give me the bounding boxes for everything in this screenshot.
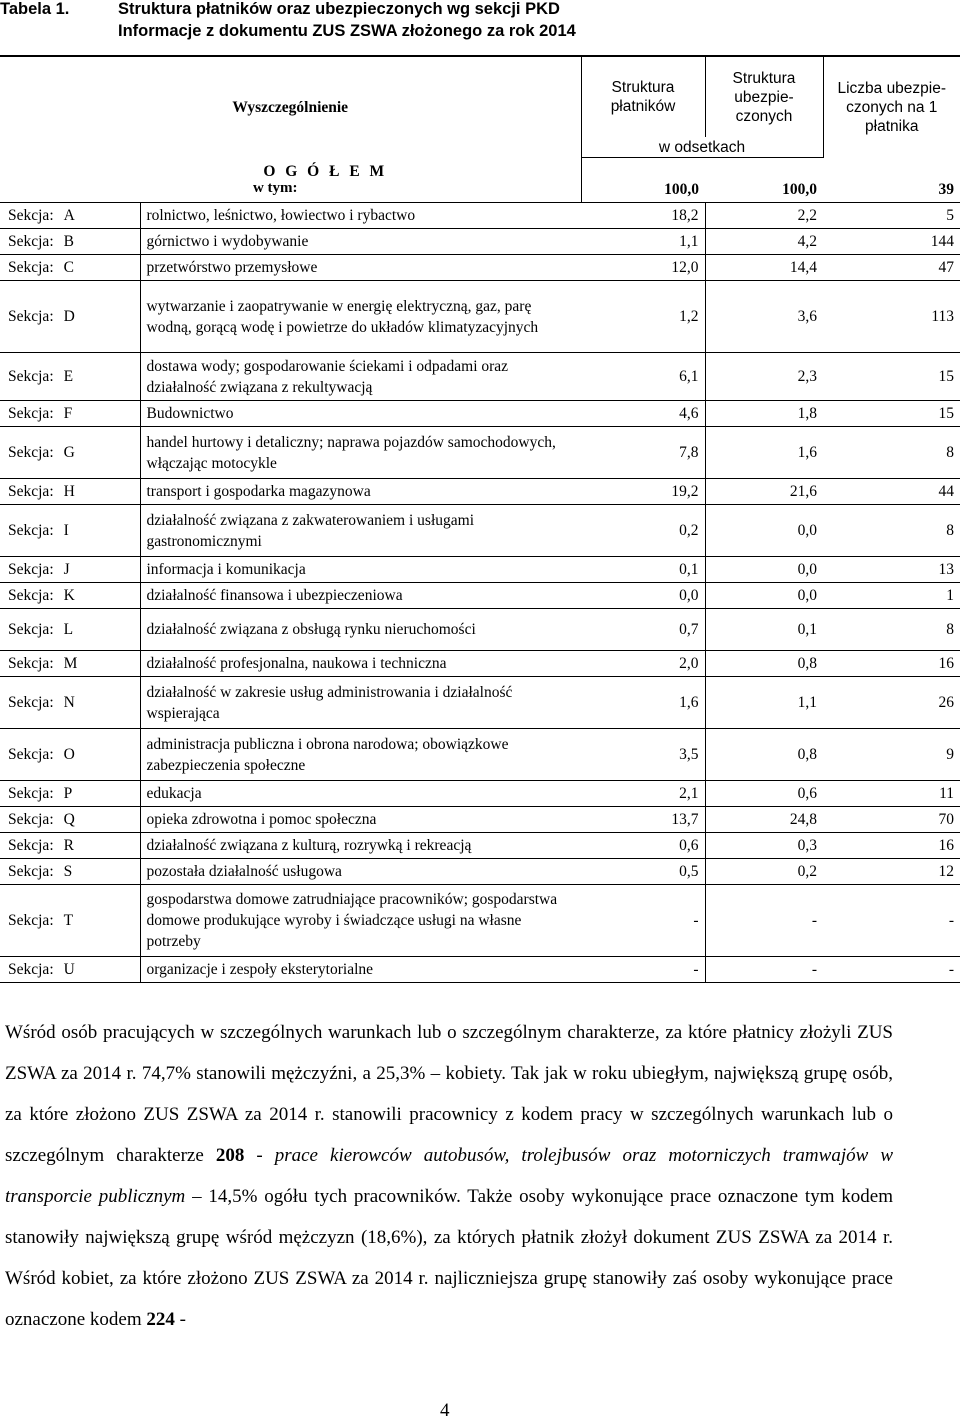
share-platnikow: 4,6 <box>581 401 705 427</box>
total-platnikow: 100,0 <box>581 158 705 203</box>
insured-per-payer: 8 <box>823 609 960 651</box>
page-number: 4 <box>440 1400 450 1421</box>
insured-per-payer: 44 <box>823 479 960 505</box>
section-description: transport i gospodarka magazynowa <box>140 479 581 505</box>
section-code-cell <box>0 833 140 859</box>
section-prefix: Sekcja: <box>8 308 54 325</box>
section-code-cell <box>0 885 140 957</box>
section-letter: B <box>63 233 74 250</box>
share-ubezpieczonych: 2,2 <box>705 203 823 229</box>
section-description: pozostała działalność usługowa <box>140 859 581 885</box>
insured-per-payer: 113 <box>823 281 960 353</box>
share-platnikow: 2,1 <box>581 781 705 807</box>
section-code-cell <box>0 957 140 983</box>
insured-per-payer: 8 <box>823 427 960 479</box>
section-code-cell <box>0 479 140 505</box>
table-row <box>0 807 960 833</box>
section-prefix: Sekcja: <box>8 655 54 672</box>
section-description: działalność finansowa i ubezpieczeniowa <box>140 583 581 609</box>
title-line-2: Informacje z dokumentu ZUS ZSWA złożonego za rok 2014 <box>118 22 576 40</box>
section-code-cell <box>0 427 140 479</box>
title-line-1 <box>0 0 560 19</box>
section-letter: K <box>63 587 75 604</box>
share-platnikow: 1,6 <box>581 677 705 729</box>
insured-per-payer: 13 <box>823 557 960 583</box>
share-ubezpieczonych: 2,3 <box>705 353 823 401</box>
table-row <box>0 651 960 677</box>
table-row <box>0 505 960 557</box>
section-code-cell <box>0 353 140 401</box>
section-letter: C <box>63 259 74 276</box>
section-prefix: Sekcja: <box>8 587 54 604</box>
insured-per-payer: 9 <box>823 729 960 781</box>
section-description: gospodarstwa domowe zatrudniające pracowników; gospodarstwa domowe produkujące wyroby i świadczące usługi na własne potrzeby <box>140 885 581 957</box>
share-ubezpieczonych: 0,2 <box>705 859 823 885</box>
share-ubezpieczonych: 1,6 <box>705 427 823 479</box>
table-row <box>0 401 960 427</box>
section-letter: S <box>63 863 73 880</box>
header-liczba-ubezpieczonych: Liczba ubezpie-czonych na 1 płatnika <box>823 56 960 158</box>
table-row <box>0 677 960 729</box>
insured-per-payer: 47 <box>823 255 960 281</box>
table-row <box>0 203 960 229</box>
section-prefix: Sekcja: <box>8 746 54 763</box>
header-unit: w odsetkach <box>581 137 823 158</box>
section-code-cell <box>0 401 140 427</box>
section-description: działalność w zakresie usług administrowania i działalność wspierająca <box>140 677 581 729</box>
insured-per-payer: 26 <box>823 677 960 729</box>
share-platnikow: 18,2 <box>581 203 705 229</box>
total-row <box>0 158 960 203</box>
section-description: wytwarzanie i zaopatrywanie w energię elektryczną, gaz, parę wodną, gorącą wodę i powietrze do układów klimatyzacyjnych <box>140 281 581 353</box>
para-code-208: 208 <box>215 1145 245 1166</box>
share-platnikow: - <box>581 885 705 957</box>
section-description: górnictwo i wydobywanie <box>140 229 581 255</box>
insured-per-payer: 16 <box>823 833 960 859</box>
section-prefix: Sekcja: <box>8 259 54 276</box>
section-prefix: Sekcja: <box>8 522 54 539</box>
section-code-cell <box>0 677 140 729</box>
section-description: organizacje i zespoły eksterytorialne <box>140 957 581 983</box>
section-letter: J <box>63 561 70 578</box>
share-platnikow: 0,5 <box>581 859 705 885</box>
table-row <box>0 885 960 957</box>
section-letter: Q <box>63 811 75 828</box>
share-platnikow: 7,8 <box>581 427 705 479</box>
insured-per-payer: 16 <box>823 651 960 677</box>
section-prefix: Sekcja: <box>8 561 54 578</box>
section-prefix: Sekcja: <box>8 207 54 224</box>
section-code-cell <box>0 229 140 255</box>
section-letter: E <box>63 368 74 385</box>
body-paragraph <box>5 1012 893 1340</box>
section-code-cell <box>0 557 140 583</box>
header-struktura-platnikow: Struktura płatników <box>581 56 705 137</box>
section-letter: G <box>63 444 75 461</box>
section-description: Budownictwo <box>140 401 581 427</box>
pkd-structure-table <box>0 55 960 983</box>
share-platnikow: 19,2 <box>581 479 705 505</box>
insured-per-payer: 15 <box>823 401 960 427</box>
share-platnikow: 1,2 <box>581 281 705 353</box>
insured-per-payer: 11 <box>823 781 960 807</box>
section-letter: D <box>63 308 75 325</box>
section-prefix: Sekcja: <box>8 811 54 828</box>
insured-per-payer: 70 <box>823 807 960 833</box>
table-body <box>0 158 960 983</box>
insured-per-payer: 1 <box>823 583 960 609</box>
table-row <box>0 609 960 651</box>
para-text-2: - <box>244 1145 275 1166</box>
share-platnikow: 0,1 <box>581 557 705 583</box>
table-row <box>0 583 960 609</box>
section-letter: N <box>63 694 75 711</box>
share-ubezpieczonych: 0,6 <box>705 781 823 807</box>
table-row <box>0 781 960 807</box>
section-code-cell <box>0 583 140 609</box>
section-description: rolnictwo, leśnictwo, łowiectwo i rybactwo <box>140 203 581 229</box>
section-code-cell <box>0 807 140 833</box>
section-description: działalność związana z kulturą, rozrywką i rekreacją <box>140 833 581 859</box>
table-row <box>0 427 960 479</box>
section-letter: L <box>63 621 74 638</box>
section-prefix: Sekcja: <box>8 483 54 500</box>
total-label-cell <box>0 158 581 203</box>
share-ubezpieczonych: 1,1 <box>705 677 823 729</box>
share-ubezpieczonych: 0,3 <box>705 833 823 859</box>
header-struktura-ubezpieczonych: Struktura ubezpie-czonych <box>705 56 823 137</box>
section-description: opieka zdrowotna i pomoc społeczna <box>140 807 581 833</box>
total-label: O G Ó Ł E M <box>263 162 388 180</box>
share-platnikow: 0,7 <box>581 609 705 651</box>
section-code-cell <box>0 255 140 281</box>
section-prefix: Sekcja: <box>8 233 54 250</box>
share-platnikow: 6,1 <box>581 353 705 401</box>
share-platnikow: 13,7 <box>581 807 705 833</box>
share-ubezpieczonych: 3,6 <box>705 281 823 353</box>
para-text-1: Wśród osób pracujących w szczególnych warunkach lub o szczególnym charakterze, za które płatnicy złożyli ZUS ZSWA za 2014 r. 74,7% stanowili mężczyźni, a 25,3% – kobiety. Tak jak w roku ubiegłym, największą grupę osób, za które złożono ZUS ZSWA za 2014 r. stanowili pracownicy z kodem pracy w szczególnych warunkach lub o szczególnym charakterze <box>5 1022 893 1166</box>
section-letter: U <box>63 961 75 978</box>
section-code-cell <box>0 281 140 353</box>
table-row <box>0 557 960 583</box>
section-description: działalność związana z zakwaterowaniem i usługami gastronomicznymi <box>140 505 581 557</box>
insured-per-payer: 5 <box>823 203 960 229</box>
share-ubezpieczonych: 0,1 <box>705 609 823 651</box>
section-letter: O <box>63 746 75 763</box>
share-ubezpieczonych: 0,8 <box>705 651 823 677</box>
share-platnikow: 0,0 <box>581 583 705 609</box>
section-prefix: Sekcja: <box>8 837 54 854</box>
total-ubezpieczonych: 100,0 <box>705 158 823 203</box>
section-prefix: Sekcja: <box>8 444 54 461</box>
insured-per-payer: 8 <box>823 505 960 557</box>
insured-per-payer: 12 <box>823 859 960 885</box>
section-prefix: Sekcja: <box>8 785 54 802</box>
section-description: edukacja <box>140 781 581 807</box>
section-letter: H <box>63 483 75 500</box>
section-code-cell <box>0 203 140 229</box>
section-description: przetwórstwo przemysłowe <box>140 255 581 281</box>
section-description: dostawa wody; gospodarowanie ściekami i odpadami oraz działalność związana z rekultywacją <box>140 353 581 401</box>
table-row <box>0 479 960 505</box>
section-prefix: Sekcja: <box>8 863 54 880</box>
para-code-224: 224 <box>146 1309 175 1330</box>
section-letter: M <box>63 655 78 672</box>
section-letter: R <box>63 837 74 854</box>
share-platnikow: 0,6 <box>581 833 705 859</box>
table-row <box>0 729 960 781</box>
section-description: działalność profesjonalna, naukowa i techniczna <box>140 651 581 677</box>
table-row <box>0 957 960 983</box>
section-prefix: Sekcja: <box>8 621 54 638</box>
insured-per-payer: 144 <box>823 229 960 255</box>
share-ubezpieczonych: - <box>705 885 823 957</box>
section-description: handel hurtowy i detaliczny; naprawa pojazdów samochodowych, włączając motocykle <box>140 427 581 479</box>
section-prefix: Sekcja: <box>8 961 54 978</box>
section-code-cell <box>0 781 140 807</box>
share-ubezpieczonych: 24,8 <box>705 807 823 833</box>
share-platnikow: - <box>581 957 705 983</box>
section-letter: A <box>63 207 75 224</box>
insured-per-payer: - <box>823 957 960 983</box>
section-prefix: Sekcja: <box>8 694 54 711</box>
section-code-cell <box>0 609 140 651</box>
insured-per-payer: - <box>823 885 960 957</box>
table-row <box>0 255 960 281</box>
section-code-cell <box>0 859 140 885</box>
section-prefix: Sekcja: <box>8 912 54 929</box>
para-text-3: – 14,5% ogółu tych pracowników. Także osoby wykonujące prace oznaczone tym kodem stanowiły największą grupę wśród mężczyzn (18,6%), za których płatnik złożył dokument ZUS ZSWA za 2014 r. Wśród kobiet, za które złożono ZUS ZSWA za 2014 r. najliczniejsza grupę stanowiły zaś osoby wykonujące prace oznaczone kodem <box>5 1186 893 1330</box>
share-platnikow: 3,5 <box>581 729 705 781</box>
section-letter: I <box>63 522 69 539</box>
table-row <box>0 281 960 353</box>
total-sublabel: w tym: <box>252 179 298 196</box>
section-prefix: Sekcja: <box>8 405 54 422</box>
share-ubezpieczonych: 0,0 <box>705 583 823 609</box>
para-text-4: - <box>174 1309 186 1330</box>
header-wyszczegolnienie: Wyszczególnienie <box>0 56 581 158</box>
section-description: administracja publiczna i obrona narodowa; obowiązkowe zabezpieczenia społeczne <box>140 729 581 781</box>
section-letter: F <box>63 405 73 422</box>
table-row <box>0 859 960 885</box>
section-code-cell <box>0 729 140 781</box>
section-letter: T <box>63 912 74 929</box>
share-platnikow: 1,1 <box>581 229 705 255</box>
share-ubezpieczonych: 0,0 <box>705 557 823 583</box>
section-code-cell <box>0 651 140 677</box>
table-row <box>0 229 960 255</box>
share-platnikow: 2,0 <box>581 651 705 677</box>
section-description: informacja i komunikacja <box>140 557 581 583</box>
share-ubezpieczonych: 4,2 <box>705 229 823 255</box>
share-ubezpieczonych: - <box>705 957 823 983</box>
section-code-cell <box>0 505 140 557</box>
section-prefix: Sekcja: <box>8 368 54 385</box>
para-emphasis: prace kierowców autobusów, trolejbusów oraz motorniczych tramwajów w transporcie publicznym <box>5 1145 893 1207</box>
share-platnikow: 0,2 <box>581 505 705 557</box>
section-letter: P <box>63 785 73 802</box>
title-text: Struktura płatników oraz ubezpieczonych wg sekcji PKD <box>118 0 560 18</box>
share-ubezpieczonych: 1,8 <box>705 401 823 427</box>
share-ubezpieczonych: 0,8 <box>705 729 823 781</box>
table-row <box>0 833 960 859</box>
table-row <box>0 353 960 401</box>
share-ubezpieczonych: 0,0 <box>705 505 823 557</box>
section-description: działalność związana z obsługą rynku nieruchomości <box>140 609 581 651</box>
share-ubezpieczonych: 21,6 <box>705 479 823 505</box>
share-ubezpieczonych: 14,4 <box>705 255 823 281</box>
insured-per-payer: 15 <box>823 353 960 401</box>
table-label: Tabela 1. <box>0 0 70 18</box>
share-platnikow: 12,0 <box>581 255 705 281</box>
total-liczba: 39 <box>823 158 960 203</box>
